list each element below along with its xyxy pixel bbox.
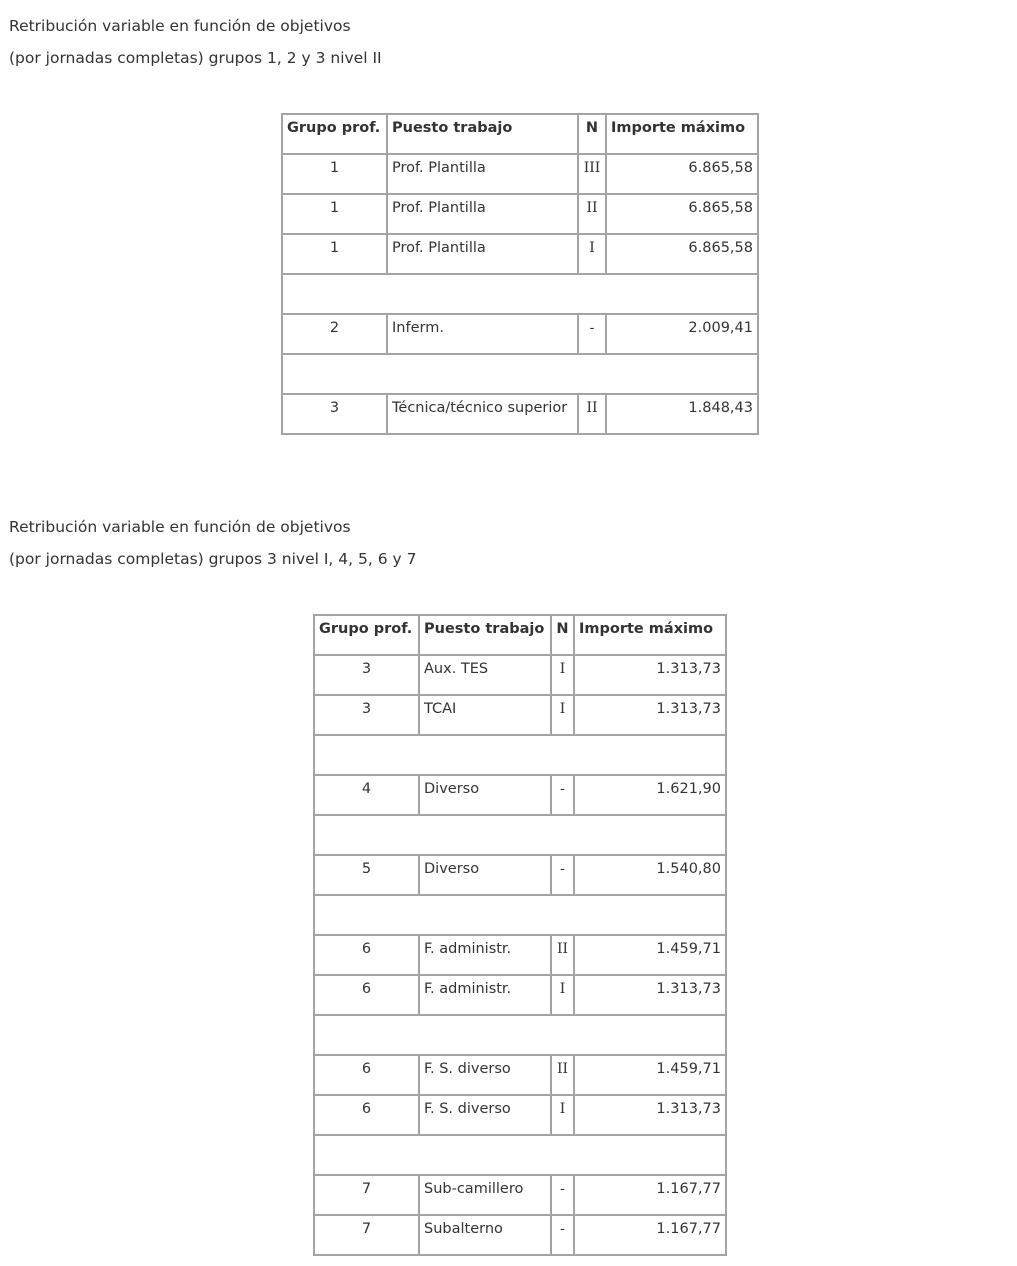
cell-puesto: Subalterno — [419, 1215, 551, 1255]
cell-importe: 1.313,73 — [574, 655, 726, 695]
cell-grupo: 3 — [314, 655, 419, 695]
cell-importe: 1.313,73 — [574, 1095, 726, 1135]
header-importe: Importe máximo — [574, 615, 726, 655]
cell-n: II — [578, 194, 606, 234]
cell-grupo: 6 — [314, 935, 419, 975]
cell-importe: 2.009,41 — [606, 314, 758, 354]
table-row — [314, 1055, 726, 1095]
cell-grupo: 7 — [314, 1215, 419, 1255]
section2-title-line2: (por jornadas completas) grupos 3 nivel I, 4, 5, 6 y 7 — [9, 550, 417, 568]
cell-grupo: 6 — [314, 1095, 419, 1135]
spacer-row — [314, 815, 726, 855]
cell-puesto: F. administr. — [419, 975, 551, 1015]
spacer-row — [314, 1135, 726, 1175]
table-row — [314, 1215, 726, 1255]
cell-grupo: 4 — [314, 775, 419, 815]
cell-importe: 1.459,71 — [574, 1055, 726, 1095]
cell-puesto: F. S. diverso — [419, 1055, 551, 1095]
table-row — [282, 194, 758, 234]
header-grupo: Grupo prof. — [282, 114, 387, 154]
cell-importe: 6.865,58 — [606, 234, 758, 274]
cell-grupo: 6 — [314, 1055, 419, 1095]
cell-grupo: 2 — [282, 314, 387, 354]
cell-importe: 1.313,73 — [574, 695, 726, 735]
cell-n: I — [551, 655, 574, 695]
cell-n: - — [551, 1175, 574, 1215]
cell-puesto: Diverso — [419, 775, 551, 815]
cell-importe: 1.459,71 — [574, 935, 726, 975]
spacer-cell — [314, 895, 726, 935]
spacer-row — [282, 354, 758, 394]
cell-n: - — [578, 314, 606, 354]
cell-importe: 1.167,77 — [574, 1215, 726, 1255]
spacer-cell — [282, 274, 758, 314]
cell-importe: 1.848,43 — [606, 394, 758, 434]
cell-importe: 1.167,77 — [574, 1175, 726, 1215]
header-grupo: Grupo prof. — [314, 615, 419, 655]
cell-n: I — [551, 975, 574, 1015]
table-row — [282, 394, 758, 434]
cell-importe: 1.621,90 — [574, 775, 726, 815]
header-puesto: Puesto trabajo — [419, 615, 551, 655]
table-row — [282, 154, 758, 194]
cell-grupo: 3 — [282, 394, 387, 434]
cell-n: II — [578, 394, 606, 434]
cell-puesto: Prof. Plantilla — [387, 154, 578, 194]
header-n: N — [551, 615, 574, 655]
cell-grupo: 1 — [282, 154, 387, 194]
cell-grupo: 1 — [282, 194, 387, 234]
table-header-row — [282, 114, 758, 154]
cell-grupo: 3 — [314, 695, 419, 735]
cell-n: I — [578, 234, 606, 274]
cell-grupo: 7 — [314, 1175, 419, 1215]
spacer-cell — [314, 1135, 726, 1175]
section1-title-line2: (por jornadas completas) grupos 1, 2 y 3 nivel II — [9, 49, 382, 67]
spacer-cell — [314, 735, 726, 775]
spacer-row — [282, 274, 758, 314]
header-puesto: Puesto trabajo — [387, 114, 578, 154]
cell-n: I — [551, 695, 574, 735]
cell-importe: 1.313,73 — [574, 975, 726, 1015]
section1-title-line1: Retribución variable en función de objetivos — [9, 17, 351, 35]
cell-puesto: F. S. diverso — [419, 1095, 551, 1135]
cell-puesto: Prof. Plantilla — [387, 194, 578, 234]
cell-puesto: Inferm. — [387, 314, 578, 354]
table-row — [314, 695, 726, 735]
cell-n: III — [578, 154, 606, 194]
section2-title-line1: Retribución variable en función de objetivos — [9, 518, 351, 536]
cell-puesto: Aux. TES — [419, 655, 551, 695]
cell-grupo: 5 — [314, 855, 419, 895]
table-row — [314, 655, 726, 695]
table-row — [314, 1095, 726, 1135]
spacer-cell — [314, 815, 726, 855]
header-importe: Importe máximo — [606, 114, 758, 154]
cell-grupo: 6 — [314, 975, 419, 1015]
cell-importe: 6.865,58 — [606, 194, 758, 234]
table-row — [314, 935, 726, 975]
table-row — [282, 234, 758, 274]
table-row — [282, 314, 758, 354]
table-header-row — [314, 615, 726, 655]
cell-n: - — [551, 855, 574, 895]
cell-puesto: Prof. Plantilla — [387, 234, 578, 274]
spacer-cell — [282, 354, 758, 394]
spacer-row — [314, 1015, 726, 1055]
cell-n: II — [551, 1055, 574, 1095]
table-row — [314, 855, 726, 895]
spacer-row — [314, 895, 726, 935]
table-groups-1-2-3 — [281, 113, 759, 435]
table-row — [314, 775, 726, 815]
cell-importe: 1.540,80 — [574, 855, 726, 895]
spacer-cell — [314, 1015, 726, 1055]
table-row — [314, 1175, 726, 1215]
table-row — [314, 975, 726, 1015]
cell-puesto: Sub-camillero — [419, 1175, 551, 1215]
cell-puesto: Técnica/técnico superior — [387, 394, 578, 434]
cell-n: I — [551, 1095, 574, 1135]
cell-grupo: 1 — [282, 234, 387, 274]
cell-n: II — [551, 935, 574, 975]
cell-puesto: Diverso — [419, 855, 551, 895]
cell-puesto: F. administr. — [419, 935, 551, 975]
cell-puesto: TCAI — [419, 695, 551, 735]
spacer-row — [314, 735, 726, 775]
cell-n: - — [551, 775, 574, 815]
cell-n: - — [551, 1215, 574, 1255]
cell-importe: 6.865,58 — [606, 154, 758, 194]
header-n: N — [578, 114, 606, 154]
table-groups-3-to-7 — [313, 614, 727, 1256]
